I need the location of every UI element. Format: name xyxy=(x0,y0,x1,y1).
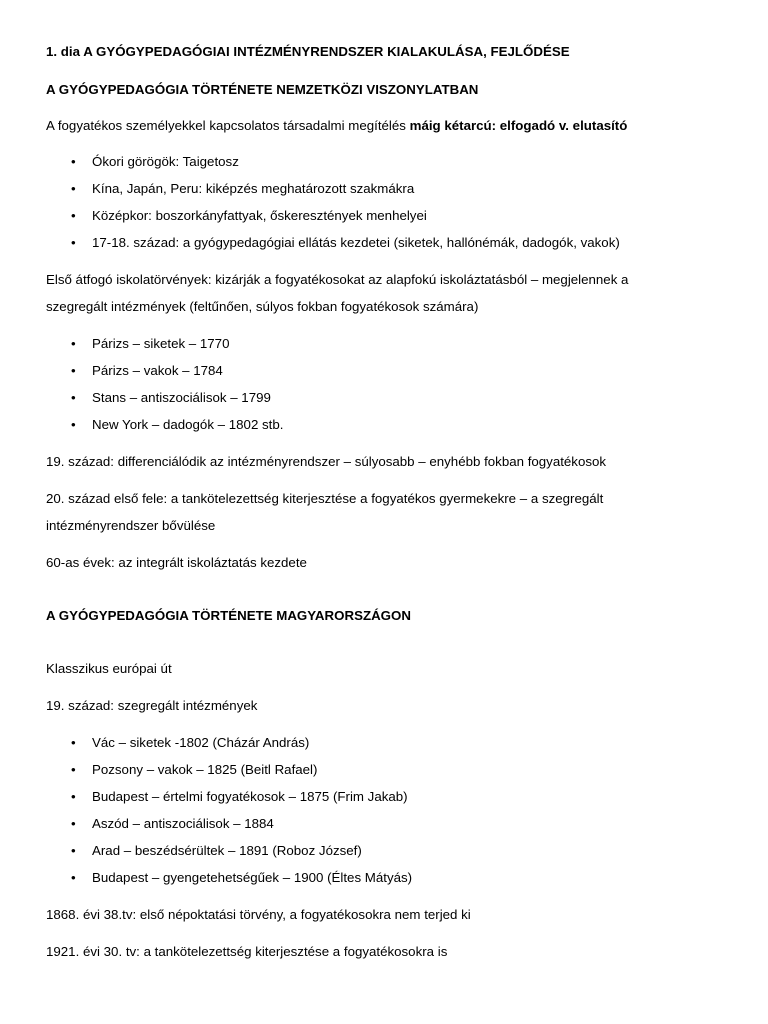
list-item xyxy=(46,788,736,806)
bullet-icon: • xyxy=(71,870,76,885)
classic-european-path: Klasszikus európai út xyxy=(46,661,172,676)
list-item-text: Párizs – siketek – 1770 xyxy=(92,336,230,351)
list-item-text: Budapest – gyengetehetségűek – 1900 (Éltes Mátyás) xyxy=(92,870,413,885)
list-item-text: Ókori görögök: Taigetosz xyxy=(92,154,239,169)
list-item-text: Budapest – értelmi fogyatékosok – 1875 (Frim Jakab) xyxy=(92,789,408,804)
bullet-icon: • xyxy=(71,336,76,351)
law-1921-paragraph: 1921. évi 30. tv: a tankötelezettség kiterjesztése a fogyatékosokra is xyxy=(46,944,448,959)
twentieth-century-paragraph xyxy=(46,490,736,535)
school-law-paragraph xyxy=(46,271,736,316)
bullet-icon: • xyxy=(71,735,76,750)
twentieth-century-line-2: intézményrendszer bővülése xyxy=(46,518,216,533)
list-item-text: Stans – antiszociálisok – 1799 xyxy=(92,390,271,405)
list-item-text: Kína, Japán, Peru: kiképzés meghatározott szakmákra xyxy=(92,181,415,196)
section-heading-international: A GYÓGYPEDAGÓGIA TÖRTÉNETE NEMZETKÖZI VISZONYLATBAN xyxy=(46,82,479,97)
school-law-line-1: Első átfogó iskolatörvények: kizárják a fogyatékosokat az alapfokú iskoláztatásból – megjelennek a xyxy=(46,272,629,287)
bullet-icon: • xyxy=(71,235,76,250)
list-item xyxy=(46,761,736,779)
list-item xyxy=(46,207,736,225)
list-item xyxy=(46,734,736,752)
list-item xyxy=(46,335,736,353)
hungary-nineteenth-century: 19. század: szegregált intézmények xyxy=(46,698,258,713)
intro-emphasis: máig kétarcú: elfogadó v. elutasító xyxy=(409,118,628,133)
bullet-icon: • xyxy=(71,762,76,777)
list-item xyxy=(46,815,736,833)
nineteenth-century-paragraph: 19. század: differenciálódik az intézményrendszer – súlyosabb – enyhébb fokban fogyatékosok xyxy=(46,454,607,469)
list-item-text: Arad – beszédsérültek – 1891 (Roboz József) xyxy=(92,843,362,858)
bullet-icon: • xyxy=(71,390,76,405)
list-item-text: Párizs – vakok – 1784 xyxy=(92,363,223,378)
list-item xyxy=(46,362,736,380)
bullet-icon: • xyxy=(71,363,76,378)
document-title: 1. dia A GYÓGYPEDAGÓGIAI INTÉZMÉNYRENDSZER KIALAKULÁSA, FEJLŐDÉSE xyxy=(46,44,570,59)
bullet-icon: • xyxy=(71,789,76,804)
list-item xyxy=(46,416,736,434)
list-item-text: Középkor: boszorkányfattyak, őskeresztények menhelyei xyxy=(92,208,427,223)
bullet-icon: • xyxy=(71,816,76,831)
law-1868-paragraph: 1868. évi 38.tv: első népoktatási törvény, a fogyatékosokra nem terjed ki xyxy=(46,907,471,922)
intro-paragraph xyxy=(46,117,736,135)
bullet-icon: • xyxy=(71,208,76,223)
bullet-icon: • xyxy=(71,154,76,169)
sixties-paragraph: 60-as évek: az integrált iskoláztatás kezdete xyxy=(46,555,307,570)
twentieth-century-line-1: 20. század első fele: a tankötelezettség kiterjesztése a fogyatékos gyermekekre – a szegregált xyxy=(46,491,604,506)
bullet-icon: • xyxy=(71,417,76,432)
list-item xyxy=(46,389,736,407)
intro-text: A fogyatékos személyekkel kapcsolatos társadalmi megítélés xyxy=(46,118,410,133)
document-content xyxy=(46,43,736,961)
segregated-institutions-international xyxy=(46,335,736,434)
list-item xyxy=(46,180,736,198)
list-item-text: New York – dadogók – 1802 stb. xyxy=(92,417,284,432)
history-list-international xyxy=(46,153,736,252)
bullet-icon: • xyxy=(71,181,76,196)
list-item-text: Vác – siketek -1802 (Cházár András) xyxy=(92,735,310,750)
hungary-institutions-list xyxy=(46,734,736,887)
section-heading-hungary: A GYÓGYPEDAGÓGIA TÖRTÉNETE MAGYARORSZÁGON xyxy=(46,608,411,623)
list-item-text: Aszód – antiszociálisok – 1884 xyxy=(92,816,274,831)
bullet-icon: • xyxy=(71,843,76,858)
school-law-line-2: szegregált intézmények (feltűnően, súlyos fokban fogyatékosok számára) xyxy=(46,299,479,314)
list-item-text: 17-18. század: a gyógypedagógiai ellátás kezdetei (siketek, hallónémák, dadogók, vakok) xyxy=(92,235,620,250)
list-item xyxy=(46,234,736,252)
list-item-text: Pozsony – vakok – 1825 (Beitl Rafael) xyxy=(92,762,318,777)
list-item xyxy=(46,153,736,171)
list-item xyxy=(46,869,736,887)
list-item xyxy=(46,842,736,860)
